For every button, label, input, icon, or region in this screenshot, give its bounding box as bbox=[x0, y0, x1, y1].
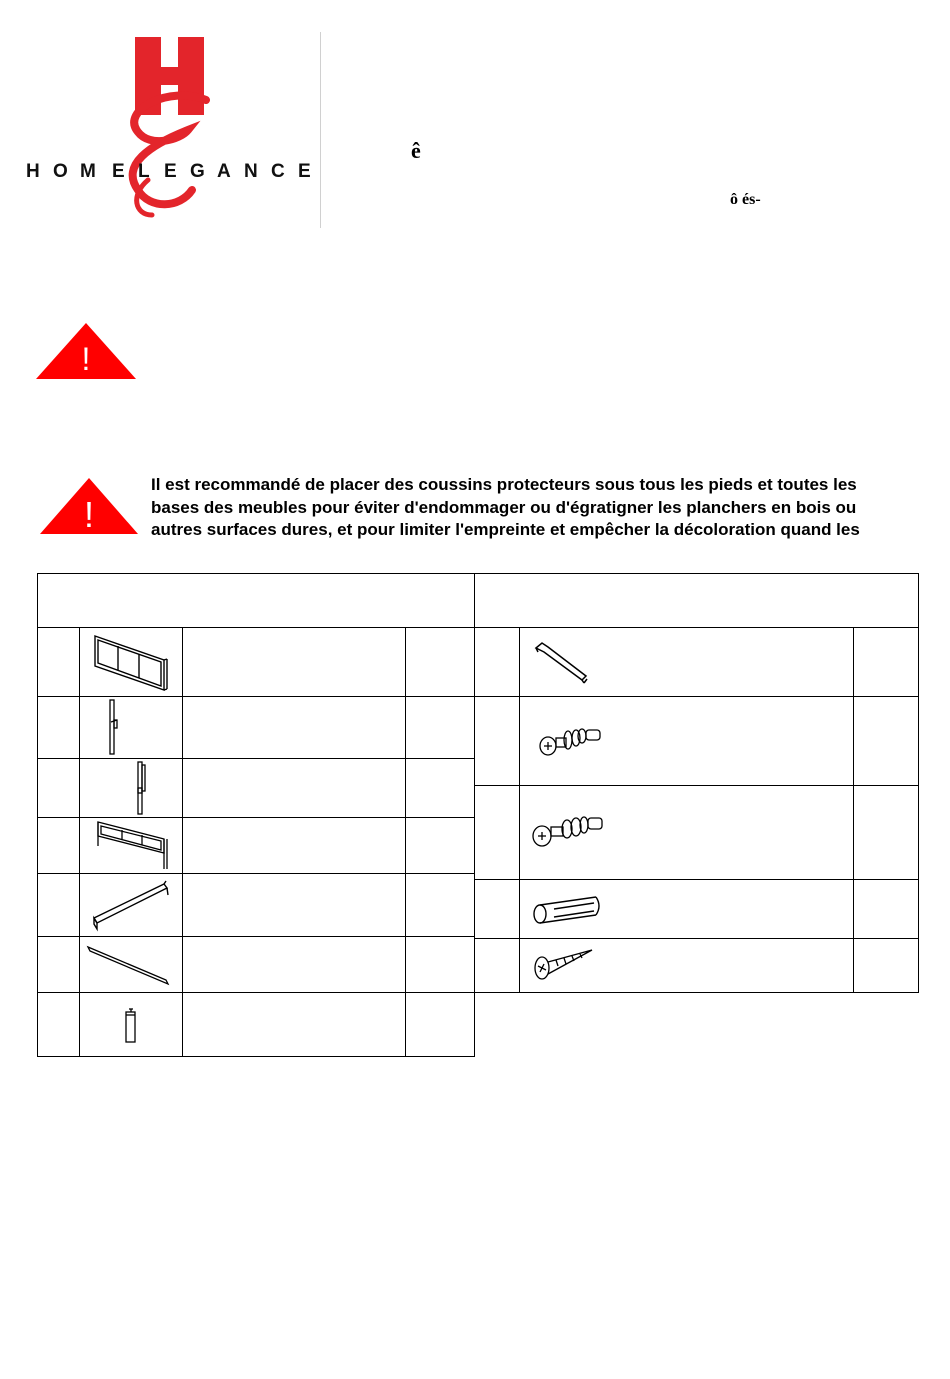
long-bolt-set-icon bbox=[524, 796, 614, 858]
rail-post-icon bbox=[84, 698, 178, 756]
wood-slat-icon bbox=[84, 938, 178, 990]
svg-text:M: M bbox=[80, 161, 96, 182]
side-rail-icon bbox=[84, 876, 178, 934]
svg-text:N: N bbox=[244, 161, 258, 182]
warning-mark: ! bbox=[83, 494, 95, 535]
svg-text:C: C bbox=[271, 161, 285, 182]
side-post-icon bbox=[84, 760, 178, 816]
svg-text:E: E bbox=[112, 161, 125, 182]
notice-line: bases des meubles pour éviter d'endommager ou d'égratigner les planchers en bois ou bbox=[151, 497, 857, 517]
svg-text:E: E bbox=[164, 161, 177, 182]
wood-screw-icon bbox=[524, 940, 614, 990]
svg-text:O: O bbox=[53, 161, 68, 182]
notice-line: autres surfaces dures, et pour limiter l'empreinte et empêcher la décoloration quand les bbox=[151, 520, 860, 539]
svg-text:G: G bbox=[190, 161, 205, 182]
headboard-panel-icon bbox=[84, 632, 178, 694]
footboard-panel-icon bbox=[84, 819, 178, 872]
svg-text:L: L bbox=[138, 161, 150, 182]
short-bolt-set-icon bbox=[524, 706, 614, 768]
warning-mark: ! bbox=[81, 341, 91, 377]
svg-text:H: H bbox=[26, 161, 40, 182]
notice-line: Il est recommandé de placer des coussins protecteurs sous tous les pieds et toutes les bbox=[151, 475, 857, 494]
svg-text:E: E bbox=[298, 161, 311, 182]
header-glyph: ê bbox=[411, 138, 421, 163]
center-leg-icon bbox=[84, 995, 178, 1054]
allen-key-icon bbox=[524, 632, 614, 694]
svg-text:A: A bbox=[217, 161, 231, 182]
header-glyph-2: ô és- bbox=[730, 191, 761, 208]
wood-dowel-icon bbox=[524, 882, 614, 936]
